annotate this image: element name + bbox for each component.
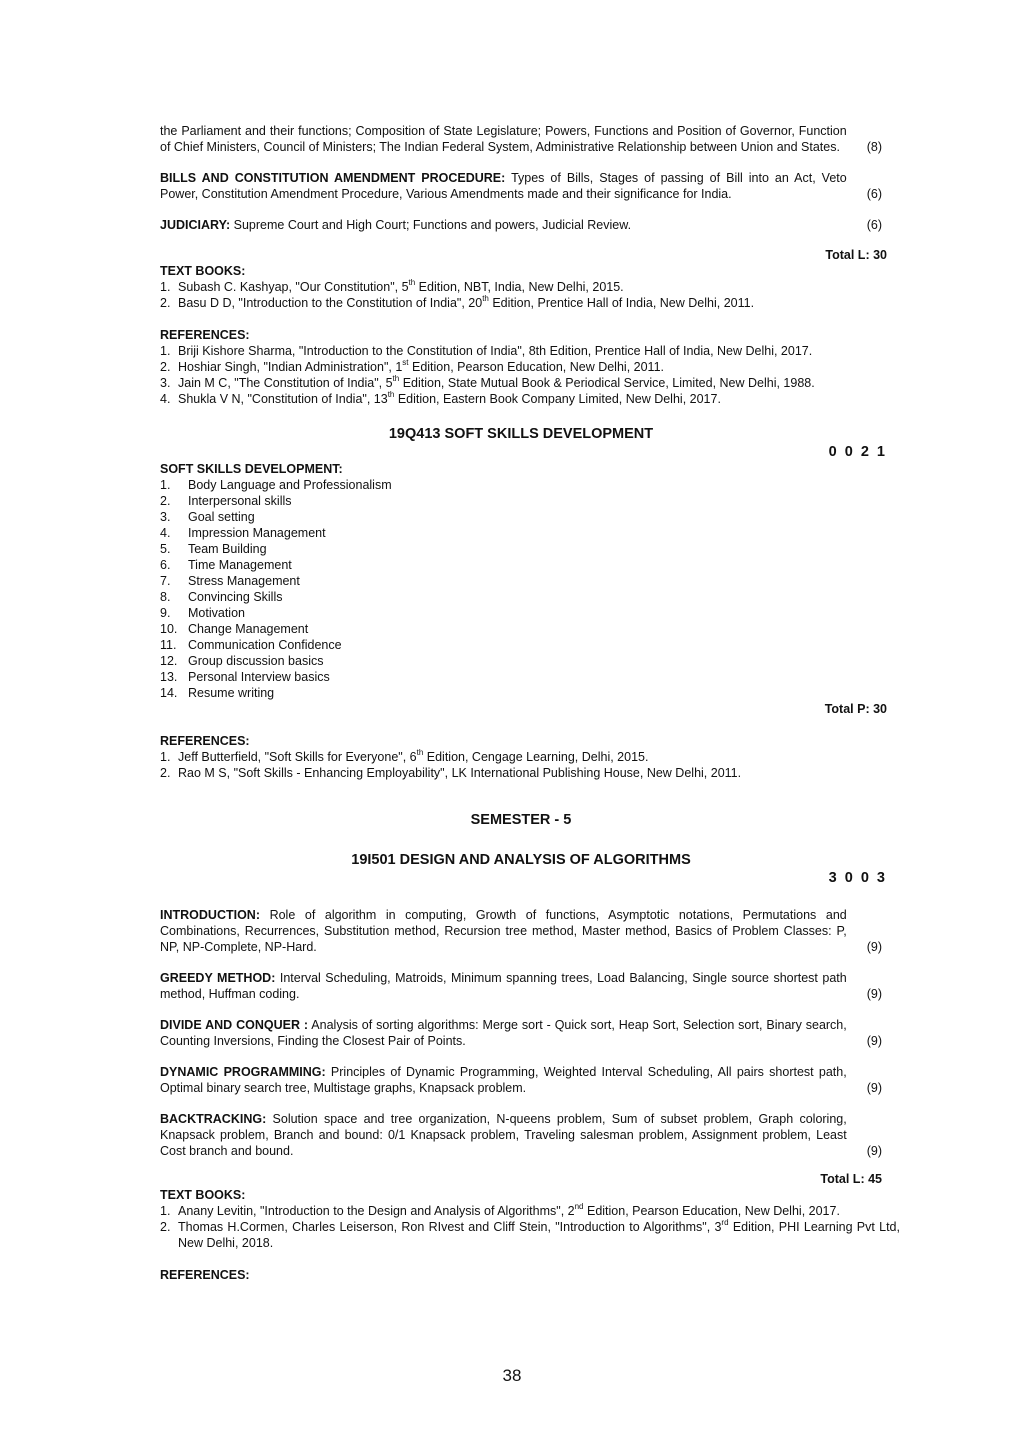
references-list [160,343,882,407]
unit-text: Analysis of sorting algorithms: Merge sort - Quick sort, Heap Sort, Selection sort, Binary search, Counting Inversions, Finding the Closest Pair of Points. [160,1018,847,1048]
unit-heading: BACKTRACKING: [160,1112,267,1126]
textbooks-heading: TEXT BOOKS: [160,264,246,278]
total-hours: Total L: 45 [820,1172,882,1186]
algorithm-unit [160,907,882,955]
item-text: Time Management [188,558,292,572]
list-item [160,1203,900,1219]
unit-text: Principles of Dynamic Programming, Weighted Interval Scheduling, All pairs shortest path, Optimal binary search tree, Multistage graphs, Knapsack problem. [160,1065,847,1095]
unit-text: Role of algorithm in computing, Growth of functions, Asymptotic notations, Permutations and Combinations, Recurrences, Substitution method, Recursion tree method, Master method, Basics of Problem Classes: P, NP, NP-Complete, NP-Hard. [160,908,847,954]
item-number: 3. [160,510,171,524]
item-text [178,295,754,311]
item-number: 4. [160,392,171,406]
list-item [160,573,882,589]
item-text [178,391,721,407]
unit-heading: JUDICIARY: [160,218,231,232]
list-item [160,621,882,637]
constitution-unit-parliament [160,123,882,155]
item-text [178,343,812,359]
textbooks-heading: TEXT BOOKS: [160,1188,246,1202]
unit-heading: DYNAMIC PROGRAMMING: [160,1065,326,1079]
list-item [160,669,882,685]
item-number: 3. [160,376,171,390]
item-text: Team Building [188,542,267,556]
item-number: 11. [160,638,177,652]
item-text-part: Shukla V N, "Constitution of India", 13 [178,392,388,406]
item-superscript: rd [721,1218,729,1227]
item-text-part: Edition, State Mutual Book & Periodical Service, Limited, New Delhi, 1988. [399,376,815,390]
unit-hours: (6) [866,187,882,201]
topics-list [160,477,882,701]
item-number: 2. [160,360,171,374]
unit-hours: (9) [866,987,882,1001]
list-item [160,685,882,701]
list-item [160,279,882,295]
unit-hours: (9) [866,1081,882,1095]
unit-heading: BILLS AND CONSTITUTION AMENDMENT PROCEDURE: [160,171,506,185]
references-heading: REFERENCES: [160,328,250,342]
item-text: Group discussion basics [188,654,324,668]
page-number: 38 [502,1366,522,1385]
list-item [160,375,882,391]
list-item [160,343,882,359]
item-text: Personal Interview basics [188,670,330,684]
item-superscript: nd [574,1202,584,1211]
course-credits: 0 0 2 1 [828,444,887,460]
item-superscript: th [482,294,489,303]
course-credits: 3 0 0 3 [828,870,887,886]
algorithm-unit [160,970,882,1002]
list-item [160,509,882,525]
list-item [160,653,882,669]
unit-text: Interval Scheduling, Matroids, Minimum spanning trees, Load Balancing, Single source shortest path method, Huffman coding. [160,971,847,1001]
semester-heading: SEMESTER - 5 [470,812,572,828]
unit-hours: (9) [866,940,882,954]
item-number: 2. [160,296,171,310]
item-text: Impression Management [188,526,326,540]
list-item [160,541,882,557]
item-number: 1. [160,1204,171,1218]
total-hours: Total L: 30 [825,248,887,262]
list-item [160,765,882,781]
unit-heading: INTRODUCTION: [160,908,260,922]
item-text [178,359,664,375]
item-text-part: Basu D D, "Introduction to the Constitution of India", 20 [178,296,483,310]
item-text: Resume writing [188,686,275,700]
item-text-part: Edition, Cengage Learning, Delhi, 2015. [423,750,649,764]
item-number: 2. [160,494,171,508]
unit-text: the Parliament and their functions; Composition of State Legislature; Powers, Functions and Position of Governor, Function of Chief Ministers, Council of Ministers; The Indian Federal System, Administrative Relationship between Union and States. [160,124,847,154]
list-item [160,295,882,311]
list-item [160,557,882,573]
algorithm-unit [160,1017,882,1049]
item-text-part: Edition, PHI Learning Pvt Ltd, New Delhi, 2018. [178,1220,900,1250]
item-text-part: Subash C. Kashyap, "Our Constitution", 5 [178,280,409,294]
unit-text: Supreme Court and High Court; Functions and powers, Judicial Review. [230,218,632,232]
item-text: Convincing Skills [188,590,283,604]
unit-hours: (8) [866,140,882,154]
item-number: 8. [160,590,171,604]
references-heading: REFERENCES: [160,1268,250,1282]
item-number: 1. [160,344,171,358]
item-text: Body Language and Professionalism [188,478,392,492]
item-superscript: th [392,374,400,383]
item-text [178,279,624,295]
unit-hours: (9) [866,1144,882,1158]
unit-hours: (9) [866,1034,882,1048]
algorithm-unit [160,1111,882,1159]
item-number: 12. [160,654,178,668]
item-text-part: Edition, Eastern Book Company Limited, New Delhi, 2017. [394,392,721,406]
references-heading: REFERENCES: [160,734,250,748]
item-number: 1. [160,280,171,294]
item-number: 4. [160,526,171,540]
item-text-part: Jeff Butterfield, "Soft Skills for Everyone", 6 [178,750,417,764]
item-text-part: Edition, Pearson Education, New Delhi, 2011. [408,360,664,374]
section-heading: SOFT SKILLS DEVELOPMENT: [160,462,343,476]
item-text-part: Edition, NBT, India, New Delhi, 2015. [415,280,624,294]
list-item [160,391,882,407]
item-number: 14. [160,686,178,700]
item-number: 10. [160,622,178,636]
unit-heading: DIVIDE AND CONQUER : [160,1018,309,1032]
item-text-part: Jain M C, "The Constitution of India", 5 [178,376,393,390]
item-number: 2. [160,1220,171,1234]
item-number: 2. [160,766,171,780]
textbooks-list [160,1203,900,1251]
page-content [160,123,900,1283]
item-text-part: Edition, Pearson Education, New Delhi, 2017. [583,1204,840,1218]
item-text-part: Rao M S, "Soft Skills - Enhancing Employability", LK International Publishing House, New Delhi, 2011. [178,766,742,780]
item-text-part: Hoshiar Singh, "Indian Administration", 1 [178,360,403,374]
item-text: Interpersonal skills [188,494,292,508]
list-item [160,493,882,509]
item-number: 7. [160,574,171,588]
item-number: 1. [160,478,171,492]
item-text [178,1219,900,1251]
item-text-part: Briji Kishore Sharma, "Introduction to the Constitution of India", 8th Edition, Prentice Hall of India, New Delhi, 2017. [178,344,813,358]
item-superscript: th [408,278,416,287]
item-number: 1. [160,750,171,764]
unit-heading: GREEDY METHOD: [160,971,276,985]
item-text [178,765,741,781]
textbooks-list [160,279,882,311]
list-item [160,1219,900,1251]
item-superscript: st [402,358,409,367]
references-list [160,749,882,781]
item-text: Stress Management [188,574,300,588]
list-item [160,525,882,541]
list-item [160,477,882,493]
item-text [178,749,648,765]
item-text-part: Edition, Prentice Hall of India, New Delhi, 2011. [488,296,755,310]
list-item [160,589,882,605]
algorithm-unit [160,1064,882,1096]
item-text [178,1203,840,1219]
item-text: Goal setting [188,510,255,524]
item-number: 6. [160,558,171,572]
item-text: Communication Confidence [188,638,342,652]
unit-text: Solution space and tree organization, N-queens problem, Sum of subset problem, Graph coloring, Knapsack problem, Branch and bound: 0/1 Knapsack problem, Traveling salesman problem, Assignment problem, Least Cost branch and bound. [160,1112,847,1158]
constitution-unit-bills [160,170,882,202]
units-list [160,907,882,1159]
list-item [160,637,882,653]
item-superscript: th [416,748,424,757]
unit-text: Types of Bills, Stages of passing of Bill into an Act, Veto Power, Constitution Amendment Procedure, Various Amendments made and their significance for India. [160,171,847,201]
list-item [160,359,882,375]
course-title: 19I501 DESIGN AND ANALYSIS OF ALGORITHMS [351,852,691,868]
item-number: 5. [160,542,171,556]
item-number: 13. [160,670,178,684]
item-text: Change Management [188,622,309,636]
course-title: 19Q413 SOFT SKILLS DEVELOPMENT [388,426,654,442]
unit-hours: (6) [866,218,882,232]
constitution-unit-judiciary [160,217,882,233]
item-number: 9. [160,606,171,620]
item-text [178,375,815,391]
total-hours: Total P: 30 [824,702,887,716]
item-text: Motivation [188,606,245,620]
item-superscript: th [387,390,395,399]
list-item [160,749,882,765]
item-text-part: Thomas H.Cormen, Charles Leiserson, Ron RIvest and Cliff Stein, "Introduction to Algorithms", 3 [178,1220,722,1234]
item-text-part: Anany Levitin, "Introduction to the Design and Analysis of Algorithms", 2 [178,1204,575,1218]
list-item [160,605,882,621]
